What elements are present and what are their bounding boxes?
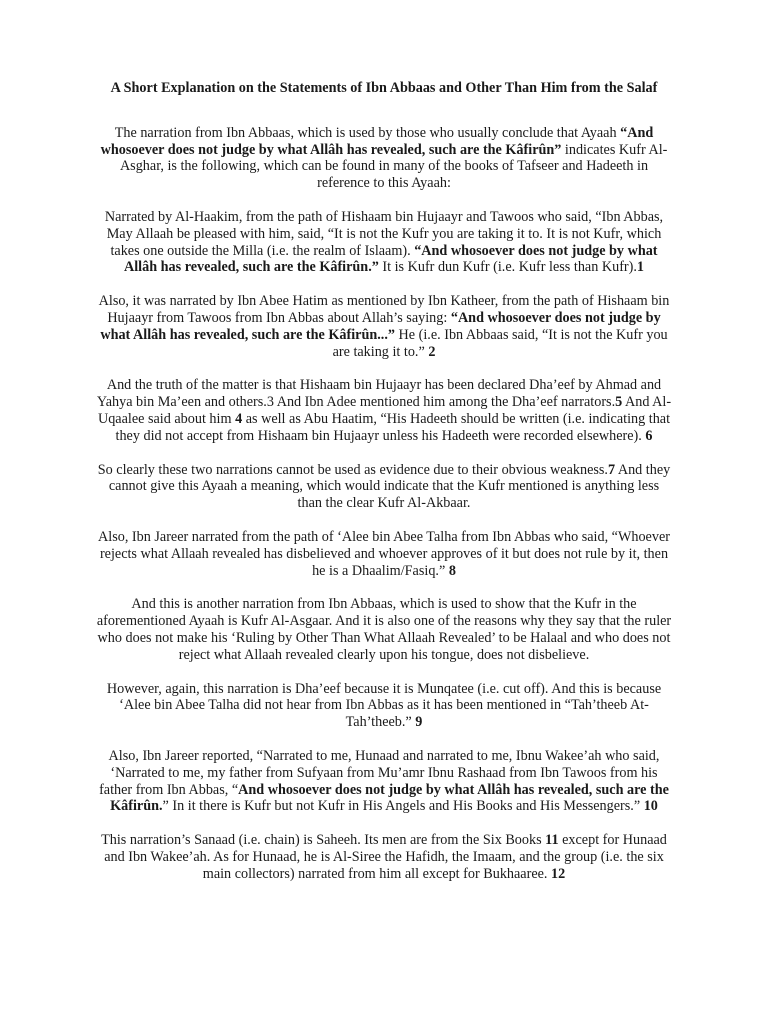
bold-text-run: “And whosoever does not judge by what Allâh has revealed, such are the Kâfirûn...” — [100, 309, 661, 343]
text-run: Also, Ibn Jareer reported, “Narrated to me, Hunaad and narrated to me, Ibnu Wakee’ah who said, ‘Narrated to me, my father from Sufyaan from Mu’amr Ibnu Rashaad from Ibn Tawoos from his father from Ibn Abbas, “ — [99, 747, 660, 798]
text-run: This narration’s Sanaad (i.e. chain) is Saheeh. Its men are from the Six Books — [101, 832, 546, 849]
body-paragraph — [96, 377, 672, 444]
body-paragraph — [96, 832, 672, 882]
body-paragraph — [96, 748, 672, 815]
text-run: He (i.e. Ibn Abbaas said, “It is not the Kufr you are taking it to.” — [332, 326, 668, 360]
text-run: as well as Abu Haatim, “His Hadeeth should be written (i.e. indicating that they did not accept from Hishaam bin Hujaayr unless his Hadeeth were recorded elsewhere). — [115, 410, 671, 444]
text-run: Narrated by Al-Haakim, from the path of Hishaam bin Hujaayr and Tawoos who said, “Ibn Abbas, May Allaah be pleased with him, said, “It is not the Kufr you are taking it to. It is not Kufr, which takes one outside the Milla (i.e. the realm of Islaam). — [104, 208, 664, 259]
bold-text-run: And whosoever does not judge by what Allâh has revealed, such are the Kâfirûn. — [110, 781, 669, 815]
text-run: And they cannot give this Ayaah a meaning, which would indicate that the Kufr mentioned is anything less than the clear Kufr Al-Akbaar. — [108, 461, 671, 512]
text-run: And the truth of the matter is that Hishaam bin Hujaayr has been declared Dha’eef by Ahmad and Yahya bin Ma’een and others.3 And Ibn Adee mentioned him among the Dha’eef narrators. — [96, 377, 662, 411]
bold-text-run: 1 — [636, 259, 645, 276]
text-run: It is Kufr dun Kufr (i.e. Kufr less than Kufr). — [378, 259, 637, 276]
text-run: except for Hunaad and Ibn Wakee’ah. As for Hunaad, he is Al-Siree the Hafidh, the Imaam, and the group (i.e. the six main collectors) narrated from him all except for Bukhaaree. — [104, 832, 667, 882]
document-body — [96, 125, 672, 883]
text-run: Also, it was narrated by Ibn Abee Hatim as mentioned by Ibn Katheer, from the path of Hishaam bin Hujaayr from Tawoos from Ibn Abbas about Allah’s saying: — [98, 293, 670, 326]
bold-text-run: 8 — [448, 562, 456, 579]
body-paragraph — [96, 209, 672, 276]
body-paragraph — [96, 596, 672, 663]
bold-text-run: 12 — [551, 865, 566, 882]
bold-text-run: 4 — [235, 410, 243, 427]
text-run: The narration from Ibn Abbaas, which is used by those who usually conclude that Ayaah — [114, 124, 621, 141]
bold-text-run: “And whosoever does not judge by what Allâh has revealed, such are the Kâfirûn” — [100, 124, 654, 158]
document-title: A Short Explanation on the Statements of Ibn Abbaas and Other Than Him from the Salaf — [110, 80, 658, 96]
text-run: And Al-Uqaalee said about him — [97, 394, 672, 427]
body-paragraph — [96, 681, 672, 731]
bold-text-run: “And whosoever does not judge by what Allâh has revealed, such are the Kâfirûn.” — [123, 242, 658, 276]
body-paragraph — [96, 125, 672, 192]
text-run: ” In it there is Kufr but not Kufr in His Angels and His Books and His Messengers.” — [162, 798, 644, 815]
bold-text-run: 10 — [643, 798, 658, 815]
body-paragraph — [96, 529, 672, 579]
text-run: indicates Kufr Al-Asghar, is the following, which can be found in many of the books of Tafseer and Hadeeth in reference to this Ayaah: — [119, 141, 668, 192]
text-run: And this is another narration from Ibn Abbaas, which is used to show that the Kufr in the aforementioned Ayaah is Kufr Al-Asgaar. And it is also one of the reasons why they say that the ruler who does not make his ‘Ruling by Other Than What Allaah Revealed’ to be Halaal and who does not reject what Allaah revealed clearly upon his tongue, does not disbelieve. — [96, 596, 672, 663]
bold-text-run: 2 — [428, 343, 436, 360]
bold-text-run: 7 — [607, 461, 616, 478]
text-run: However, again, this narration is Dha’eef because it is Munqatee (i.e. cut off). And this is because ‘Alee bin Abee Talha did not hear from Ibn Abbas as it has been mentioned in “Tah’theeb At-Tah’theeb.” — [106, 680, 662, 731]
body-paragraph — [96, 462, 672, 512]
text-run: So clearly these two narrations cannot be used as evidence due to their obvious weakness. — [97, 461, 608, 478]
text-run: Also, Ibn Jareer narrated from the path of ‘Alee bin Abee Talha from Ibn Abbas who said, “Whoever rejects what Allaah revealed has disbelieved and whoever approves of it but does not rule by it, then he is a Dhaalim/Fasiq.” — [98, 528, 670, 579]
bold-text-run: 11 — [545, 832, 559, 849]
bold-text-run: 5 — [615, 394, 623, 411]
bold-text-run: 9 — [415, 714, 423, 731]
document-page — [96, 80, 672, 899]
bold-text-run: 6 — [645, 427, 653, 444]
body-paragraph — [96, 293, 672, 360]
